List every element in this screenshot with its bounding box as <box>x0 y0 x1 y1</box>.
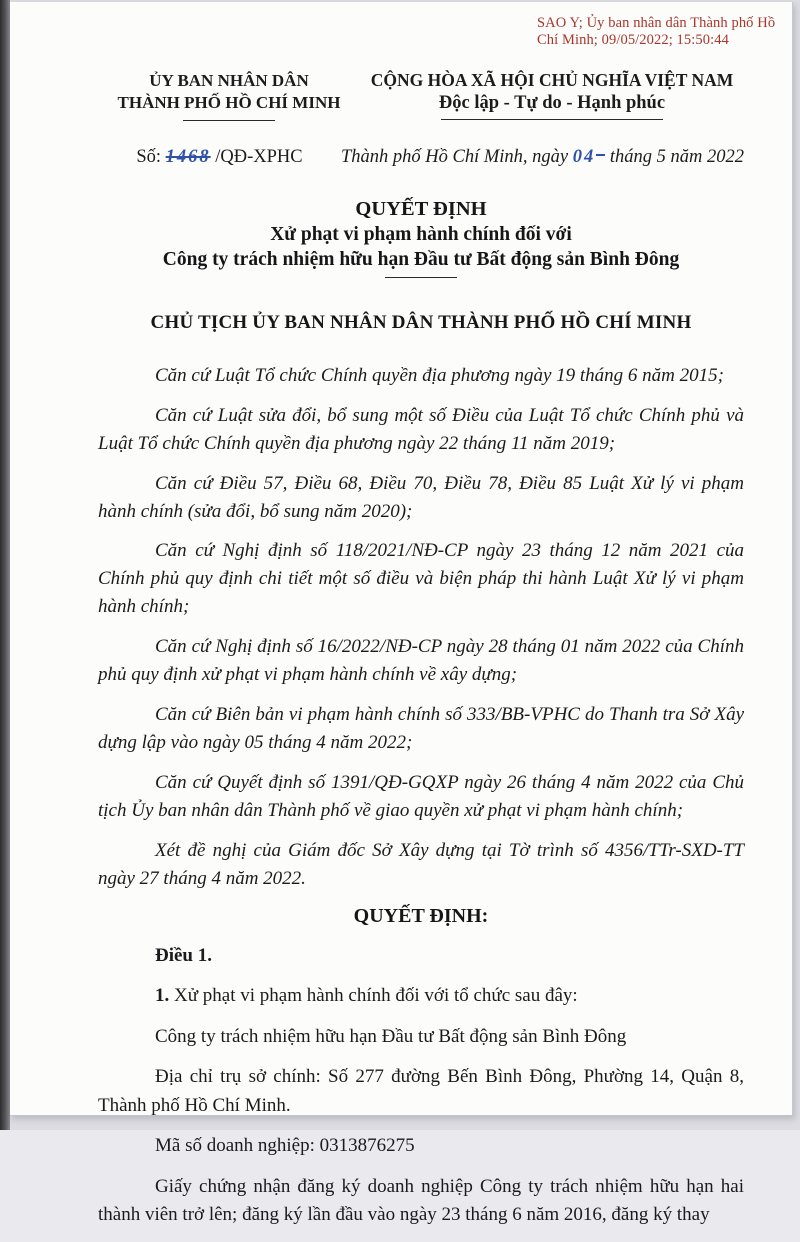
preamble-paragraph: Căn cứ Luật Tổ chức Chính quyền địa phương ngày 19 tháng 6 năm 2015; <box>155 364 724 386</box>
preamble-paragraph: Căn cứ Luật sửa đổi, bổ sung một số Điều của Luật Tổ chức Chính phủ và Luật Tổ chức Chính quyền địa phương ngày 22 tháng 11 năm 2019; <box>98 404 744 454</box>
document-date-prefix: Thành phố Hồ Chí Minh, ngày <box>340 146 569 167</box>
preamble-paragraph: Căn cứ Nghị định số 118/2021/NĐ-CP ngày 23 tháng 12 năm 2021 của Chính phủ quy định chi tiết một số điều và biện pháp thi hành Luật Xử lý vi phạm hành chính; <box>98 540 744 618</box>
issuer-line1: ỦY BAN NHÂN DÂN <box>149 71 309 90</box>
document-number-label: Số: <box>136 146 162 167</box>
document-date-day-handwritten: 04 <box>572 146 596 167</box>
preamble-paragraph: Căn cứ Biên bản vi phạm hành chính số 333/BB-VPHC do Thanh tra Sở Xây dựng lập vào ngày 05 tháng 4 năm 2022; <box>98 704 744 754</box>
issuing-authority <box>98 70 360 121</box>
motto-underline <box>441 119 663 120</box>
article-1-heading: Điều 1. <box>155 944 212 966</box>
document-page <box>10 2 793 1226</box>
title-underline <box>385 277 457 278</box>
document-number <box>98 147 341 168</box>
certification-stamp: SAO Y; Ủy ban nhân dân Thành phố Hồ Chí Minh; 09/05/2022; 15:50:44 <box>537 15 776 49</box>
document-content <box>10 2 792 1242</box>
document-date-suffix: tháng 5 năm 2022 <box>609 146 744 167</box>
sanctioned-company-name: Công ty trách nhiệm hữu hạn Đầu tư Bất động sản Bình Đông <box>155 1025 627 1047</box>
item-number: 1. <box>155 985 170 1007</box>
document-title <box>98 198 744 278</box>
preamble-paragraph: Căn cứ Quyết định số 1391/QĐ-GQXP ngày 26 tháng 4 năm 2022 của Chủ tịch Ủy ban nhân dân Thành phố về giao quyền xử phạt vi phạm hành chính; <box>98 771 744 821</box>
preamble-paragraph: Căn cứ Nghị định số 16/2022/NĐ-CP ngày 28 tháng 01 năm 2022 của Chính phủ quy định xử phạt vi phạm hành chính về xây dựng; <box>98 636 744 686</box>
document-date-line <box>341 147 744 168</box>
issuer-line2: THÀNH PHỐ HỒ CHÍ MINH <box>117 93 341 113</box>
preamble-paragraph: Căn cứ Điều 57, Điều 68, Điều 70, Điều 78, Điều 85 Luật Xử lý vi phạm hành chính (sửa đổi, bổ sung năm 2020); <box>98 472 744 522</box>
article-1-section <box>98 942 744 1230</box>
handwriting-stroke <box>596 154 605 156</box>
document-number-suffix: /QĐ-XPHC <box>215 146 303 167</box>
preamble-section <box>98 362 744 893</box>
company-address: Địa chỉ trụ sở chính: Số 277 đường Bến Bình Đông, Phường 14, Quận 8, Thành phố Hồ Chí Minh. <box>98 1066 744 1116</box>
title-type: QUYẾT ĐỊNH <box>355 197 487 220</box>
motto-line2: Độc lập - Tự do - Hạnh phúc <box>438 93 666 113</box>
document-number-handwritten: 1468 <box>165 146 211 167</box>
company-registration-info: Giấy chứng nhận đăng ký doanh nghiệp Công ty trách nhiệm hữu hạn hai thành viên trở lên; đăng ký lần đầu vào ngày 23 tháng 6 năm 2016, đăng ký thay <box>98 1175 744 1226</box>
company-tax-code: Mã số doanh nghiệp: 0313876275 <box>155 1135 415 1157</box>
article-1-item-1 <box>98 982 744 1011</box>
scan-edge-shadow <box>0 0 10 1130</box>
title-subject: Xử phạt vi phạm hành chính đối với <box>270 223 572 245</box>
national-motto <box>360 70 744 121</box>
decision-heading: QUYẾT ĐỊNH: <box>353 904 489 927</box>
item-text: Xử phạt vi phạm hành chính đối với tổ chức sau đây: <box>169 985 578 1007</box>
document-meta-row <box>98 147 744 168</box>
title-company: Công ty trách nhiệm hữu hạn Đầu tư Bất động sản Bình Đông <box>162 248 680 270</box>
issuer-underline <box>183 120 275 121</box>
deciding-authority: CHỦ TỊCH ỦY BAN NHÂN DÂN THÀNH PHỐ HỒ CHÍ MINH <box>150 311 692 333</box>
preamble-paragraph: Xét đề nghị của Giám đốc Sở Xây dựng tại Tờ trình số 4356/TTr-SXD-TT ngày 27 tháng 4 năm 2022. <box>98 839 744 889</box>
motto-line1: CỘNG HÒA XÃ HỘI CHỦ NGHĨA VIỆT NAM <box>370 70 734 90</box>
document-header <box>98 70 744 121</box>
